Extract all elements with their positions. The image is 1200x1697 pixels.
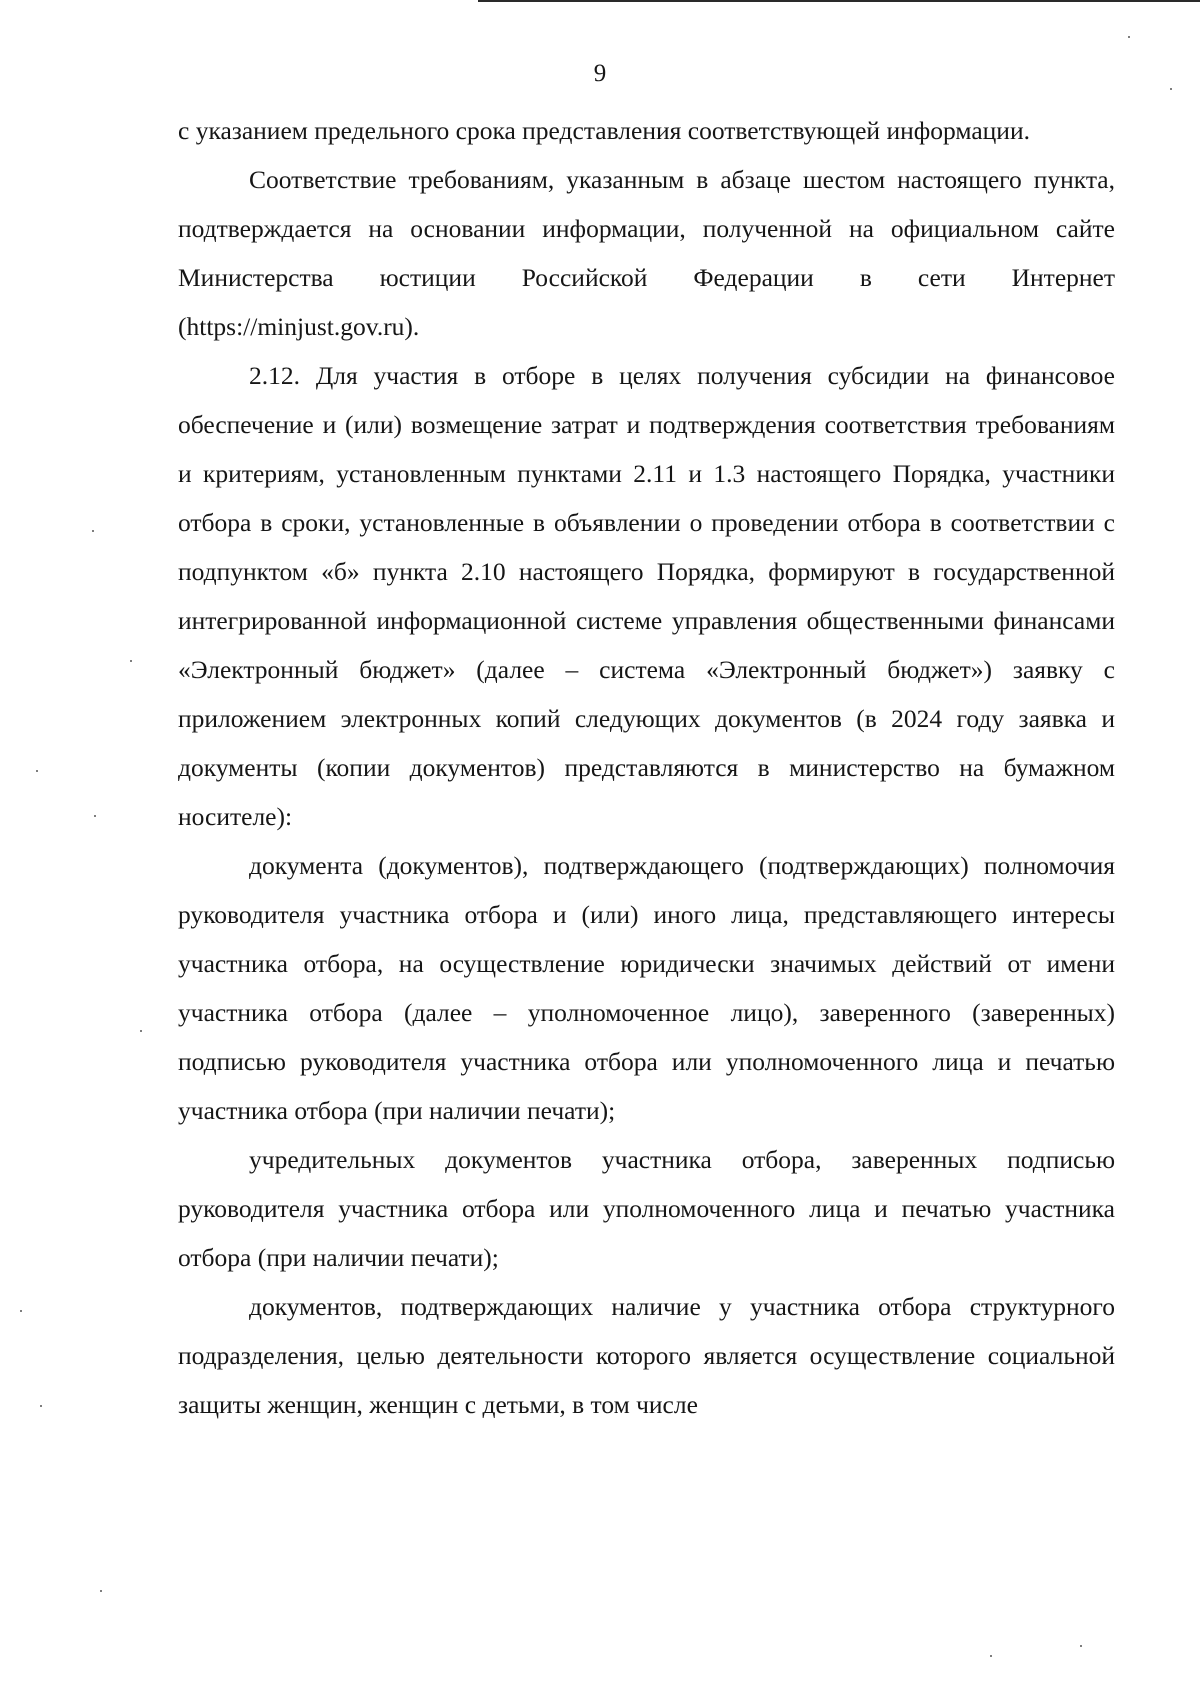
document-body — [178, 106, 1115, 1429]
page-number: 9 — [593, 60, 607, 87]
list-item-structural-unit-documents: документов, подтверждающих наличие у участника отбора структурного подразделения, целью деятельности которого является осуществление социальной защиты женщин, женщин с детьми, в том числе — [178, 1292, 1115, 1419]
scan-speck — [1170, 88, 1172, 90]
scan-speck — [40, 1405, 42, 1407]
scan-speck — [140, 1030, 142, 1032]
paragraph-2-12: 2.12. Для участия в отборе в целях получения субсидии на финансовое обеспечение и (или) возмещение затрат и подтверждения соответствия требованиям и критериям, установленным пунктами 2.11 и 1.3 настоящего Порядка, участники отбора в сроки, установленные в объявлении о проведении отбора в соответствии с подпунктом «б» пункта 2.10 настоящего Порядка, формируют в государственной интегрированной информационной системе управления общественными финансами «Электронный бюджет» (далее – система «Электронный бюджет») заявку с приложением электронных копий следующих документов (в 2024 году заявка и документы (копии документов) представляются в министерство на бумажном носителе): — [178, 361, 1115, 831]
scan-speck — [36, 770, 38, 772]
list-item-founding-documents: учредительных документов участника отбора, заверенных подписью руководителя участника отбора или уполномоченного лица и печатью участника отбора (при наличии печати); — [178, 1145, 1115, 1272]
scan-speck — [1080, 1645, 1082, 1647]
scan-speck — [990, 1655, 992, 1657]
scan-speck — [130, 660, 132, 662]
list-item-authority-document: документа (документов), подтверждающего (подтверждающих) полномочия руководителя участника отбора и (или) иного лица, представляющего интересы участника отбора, на осуществление юридически значимых действий от имени участника отбора (далее – уполномоченное лицо), заверенного (заверенных) подписью руководителя участника отбора или уполномоченного лица и печатью участника отбора (при наличии печати); — [178, 851, 1115, 1125]
scan-speck — [100, 1590, 102, 1592]
scan-speck — [92, 530, 94, 532]
paragraph-continuation: с указанием предельного срока представления соответствующей информации. — [178, 116, 1030, 145]
scan-speck — [1128, 36, 1130, 38]
scan-top-edge-line — [478, 0, 1200, 2]
paragraph-compliance: Соответствие требованиям, указанным в абзаце шестом настоящего пункта, подтверждается на основании информации, полученной на официальном сайте Министерства юстиции Российской Федерации в сети Интернет (https://minjust.gov.ru). — [178, 165, 1115, 341]
scan-speck — [94, 815, 96, 817]
scan-speck — [20, 1310, 22, 1312]
